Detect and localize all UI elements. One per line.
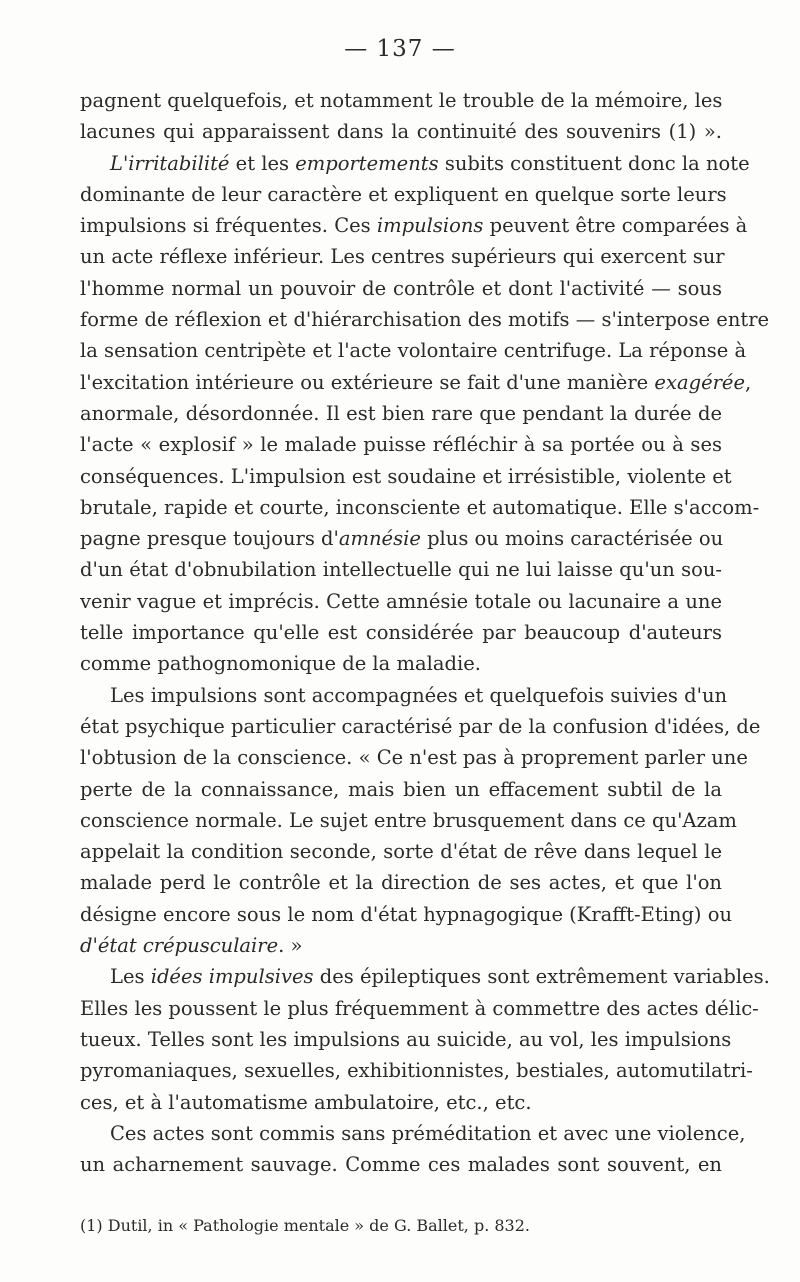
text-line xyxy=(80,711,761,742)
italic-text: idées impulsives xyxy=(150,965,314,989)
text-segment: l'acte « explosif » le malade puisse réfléchir à sa portée ou à ses xyxy=(80,433,722,457)
text-line xyxy=(80,179,727,210)
text-segment: comme pathognomonique de la maladie. xyxy=(80,652,481,676)
italic-text: impulsions xyxy=(376,214,484,238)
text-line xyxy=(80,210,748,241)
text-segment: Les xyxy=(110,965,151,989)
text-segment: pagnent quelquefois, et notamment le trouble de la mémoire, les xyxy=(80,89,723,112)
text-segment: impulsions si fréquentes. Ces xyxy=(80,214,377,238)
text-segment: malade perd le contrôle et la direction de ses actes, et que l'on xyxy=(80,871,722,895)
text-line xyxy=(80,461,732,492)
footnote: (1) Dutil, in « Pathologie mentale » de G. Ballet, p. 832. xyxy=(80,1216,530,1235)
text-segment: plus ou moins caractérisée ou xyxy=(420,527,724,551)
text-line xyxy=(80,930,722,961)
italic-text: amnésie xyxy=(338,527,421,551)
text-segment: pyromaniaques, sexuelles, exhibitionnistes, bestiales, automutilatri- xyxy=(80,1059,753,1083)
text-segment: forme de réflexion et d'hiérarchisation des motifs — s'interpose entre xyxy=(80,308,770,332)
text-line xyxy=(80,805,737,836)
text-segment: anormale, désordonnée. Il est bien rare que pendant la durée de xyxy=(80,401,722,425)
text-line xyxy=(80,1024,732,1055)
text-line xyxy=(80,899,733,930)
text-segment: pagne presque toujours d' xyxy=(80,527,339,551)
text-line xyxy=(80,993,759,1024)
text-line xyxy=(80,1055,753,1086)
text-segment: état psychique particulier caractérisé par de la confusion d'idées, de xyxy=(80,714,761,738)
text-segment: la sensation centripète et l'acte volontaire centrifuge. La réponse à xyxy=(80,339,747,363)
text-segment: . » xyxy=(278,934,303,958)
text-segment: l'excitation intérieure ou extérieure se fait d'une manière xyxy=(80,370,655,394)
text-line xyxy=(80,1149,722,1180)
text-line xyxy=(80,961,770,992)
text-segment: perte de la connaissance, mais bien un effacement subtil de la xyxy=(80,777,722,801)
text-segment: Les impulsions sont accompagnées et quelquefois suivies d'un xyxy=(110,683,728,707)
text-line xyxy=(80,398,722,429)
text-segment: Elles les poussent le plus fréquemment à commettre des actes délic- xyxy=(80,996,759,1020)
text-line xyxy=(80,85,722,116)
text-segment: un acte réflexe inférieur. Les centres supérieurs qui exercent sur xyxy=(80,245,725,269)
text-segment: subits constituent donc la note xyxy=(438,151,750,175)
text-segment: appelait la condition seconde, sorte d'état de rêve dans lequel le xyxy=(80,840,722,864)
text-line xyxy=(80,304,770,335)
text-line xyxy=(80,1087,722,1118)
text-line xyxy=(80,523,722,554)
text-segment: désigne encore sous le nom d'état hypnagogique (Krafft-Eting) ou xyxy=(80,902,733,926)
text-line xyxy=(80,116,722,147)
text-line xyxy=(80,492,760,523)
text-line xyxy=(80,273,722,304)
text-line xyxy=(80,429,722,460)
text-segment: des épileptiques sont extrêmement variables. xyxy=(313,965,770,989)
text-line xyxy=(80,241,725,272)
text-segment: peuvent être comparées à xyxy=(483,214,748,238)
text-line xyxy=(80,617,722,648)
text-line xyxy=(80,648,722,679)
text-segment: Ces actes sont commis sans préméditation et avec une violence, xyxy=(110,1121,746,1145)
text-segment: tueux. Telles sont les impulsions au suicide, au vol, les impulsions xyxy=(80,1027,732,1051)
text-line xyxy=(80,742,748,773)
text-segment: d'un état d'obnubilation intellectuelle qui ne lui laisse qu'un sou- xyxy=(80,558,722,582)
text-line xyxy=(80,836,722,867)
text-line xyxy=(80,586,722,617)
text-segment: ces, et à l'automatisme ambulatoire, etc., etc. xyxy=(80,1090,532,1114)
italic-text: emportements xyxy=(295,151,439,175)
text-line xyxy=(80,367,752,398)
text-segment: conséquences. L'impulsion est soudaine et irrésistible, violente et xyxy=(80,464,732,488)
text-segment: l'obtusion de la conscience. « Ce n'est pas à proprement parler une xyxy=(80,746,748,770)
italic-text: exagérée xyxy=(654,370,746,394)
text-segment: conscience normale. Le sujet entre brusquement dans ce qu'Azam xyxy=(80,808,737,832)
text-segment: , xyxy=(745,370,752,394)
italic-text: L'irritabilité xyxy=(110,151,230,175)
text-line xyxy=(80,554,722,585)
text-line xyxy=(80,680,728,711)
text-segment: et les xyxy=(229,151,296,175)
text-segment: venir vague et imprécis. Cette amnésie totale ou lacunaire a une xyxy=(80,589,722,613)
page-number: — 137 — xyxy=(344,36,456,62)
text-line xyxy=(80,148,750,179)
text-line xyxy=(80,335,747,366)
text-segment: un acharnement sauvage. Comme ces malades sont souvent, en xyxy=(80,1153,722,1177)
text-line xyxy=(80,774,722,805)
italic-text: d'état crépusculaire xyxy=(80,934,279,958)
text-line xyxy=(80,1118,746,1149)
text-segment: lacunes qui apparaissent dans la continuité des souvenirs (1) ». xyxy=(80,120,722,144)
body-text xyxy=(80,85,770,1180)
text-segment: dominante de leur caractère et expliquent en quelque sorte leurs xyxy=(80,182,727,206)
text-segment: brutale, rapide et courte, inconsciente et automatique. Elle s'accom- xyxy=(80,495,760,519)
text-segment: l'homme normal un pouvoir de contrôle et dont l'activité — sous xyxy=(80,276,722,300)
text-line xyxy=(80,867,722,898)
text-segment: telle importance qu'elle est considérée par beaucoup d'auteurs xyxy=(80,621,722,645)
